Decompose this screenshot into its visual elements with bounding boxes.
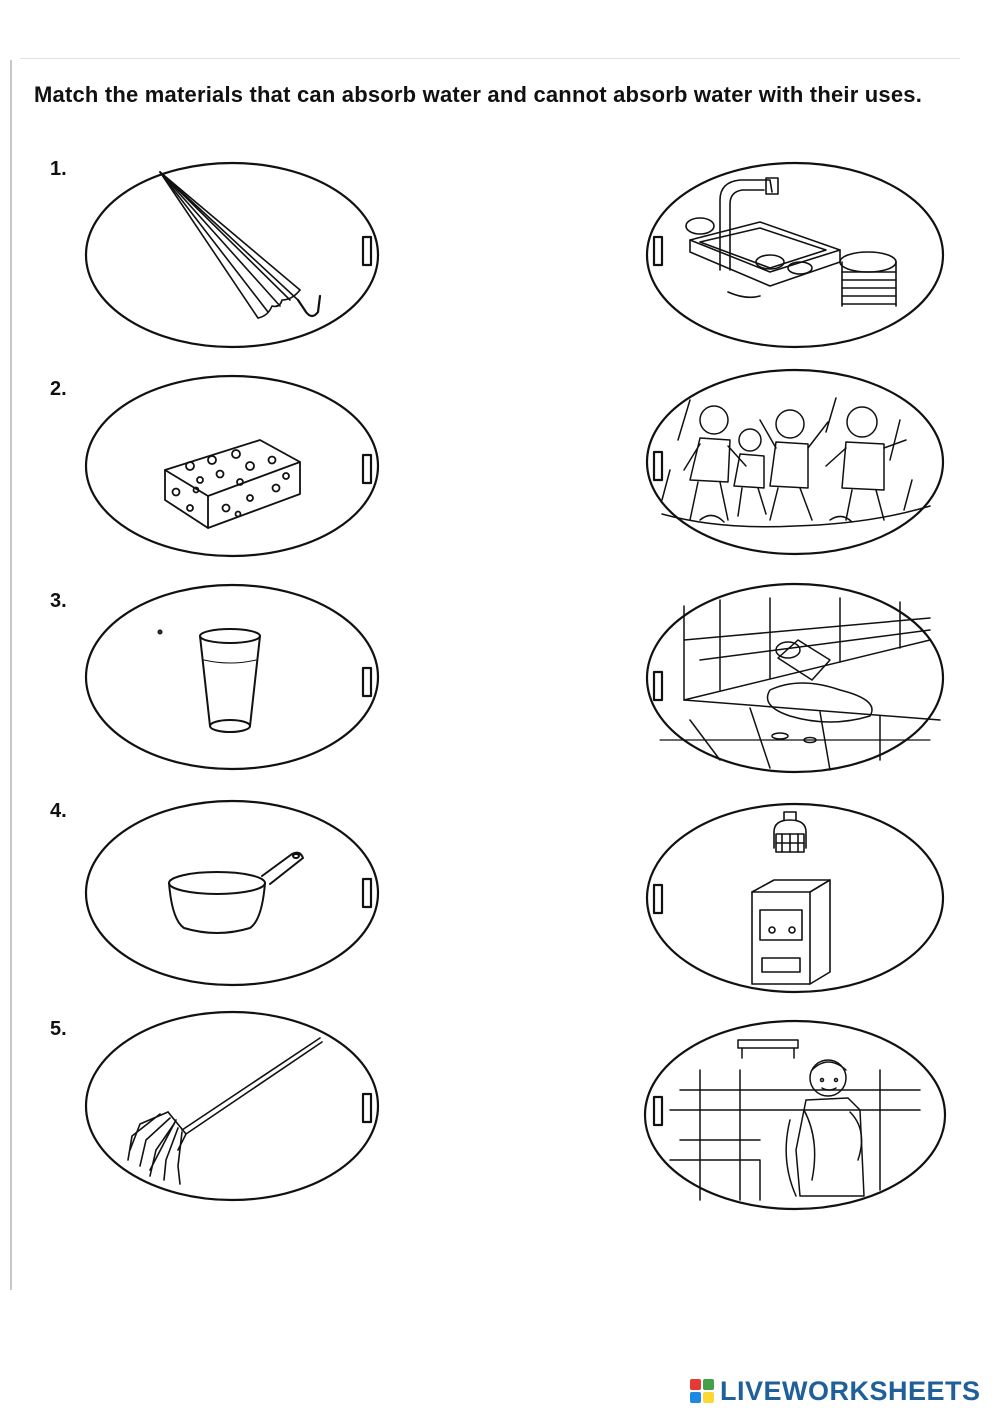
- liveworksheets-logo: [690, 1374, 981, 1408]
- left-oval-2: [86, 376, 378, 556]
- answer-box-left-3[interactable]: [363, 668, 371, 696]
- spilled-water-floor-icon: [660, 598, 940, 770]
- answer-box-left-2[interactable]: [363, 455, 371, 483]
- brand-name: LIVEWORKSHEETS: [720, 1375, 981, 1406]
- row-3: [86, 584, 943, 772]
- logo-icon: [690, 1379, 714, 1403]
- left-oval-5: [86, 1012, 378, 1200]
- left-oval-1: [86, 163, 378, 347]
- glass-icon: [159, 629, 261, 732]
- answer-box-left-1[interactable]: [363, 237, 371, 265]
- row-1: [86, 163, 943, 347]
- question-number-5: 5.: [50, 1018, 67, 1040]
- instruction-text: Match the materials that can absorb water and cannot absorb water with their uses.: [34, 82, 923, 107]
- answer-box-left-5[interactable]: [363, 1094, 371, 1122]
- answer-box-right-1[interactable]: [654, 237, 662, 265]
- answer-box-left-4[interactable]: [363, 879, 371, 907]
- question-number-1: 1.: [50, 158, 67, 180]
- pot-icon: [169, 853, 303, 933]
- water-dispenser-icon: [752, 812, 830, 984]
- row-4: [86, 801, 943, 992]
- right-oval-4: [647, 804, 943, 992]
- answer-box-right-3[interactable]: [654, 672, 662, 700]
- row-5: [86, 1012, 945, 1209]
- question-number-3: 3.: [50, 590, 67, 612]
- right-oval-1: [647, 163, 943, 347]
- right-oval-3: [647, 584, 943, 772]
- umbrella-icon: [160, 172, 320, 318]
- children-in-rain-icon: [662, 398, 930, 527]
- answer-box-right-5[interactable]: [654, 1097, 662, 1125]
- right-oval-5: [645, 1021, 945, 1209]
- boy-with-towel-icon: [670, 1040, 920, 1200]
- row-2: [86, 370, 943, 556]
- answer-box-right-2[interactable]: [654, 452, 662, 480]
- sink-dishes-icon: [686, 178, 896, 306]
- answer-box-right-4[interactable]: [654, 885, 662, 913]
- question-number-4: 4.: [50, 800, 67, 822]
- question-number-2: 2.: [50, 378, 67, 400]
- sponge-icon: [165, 440, 300, 528]
- mop-icon: [128, 1038, 322, 1184]
- left-oval-3: [86, 585, 378, 769]
